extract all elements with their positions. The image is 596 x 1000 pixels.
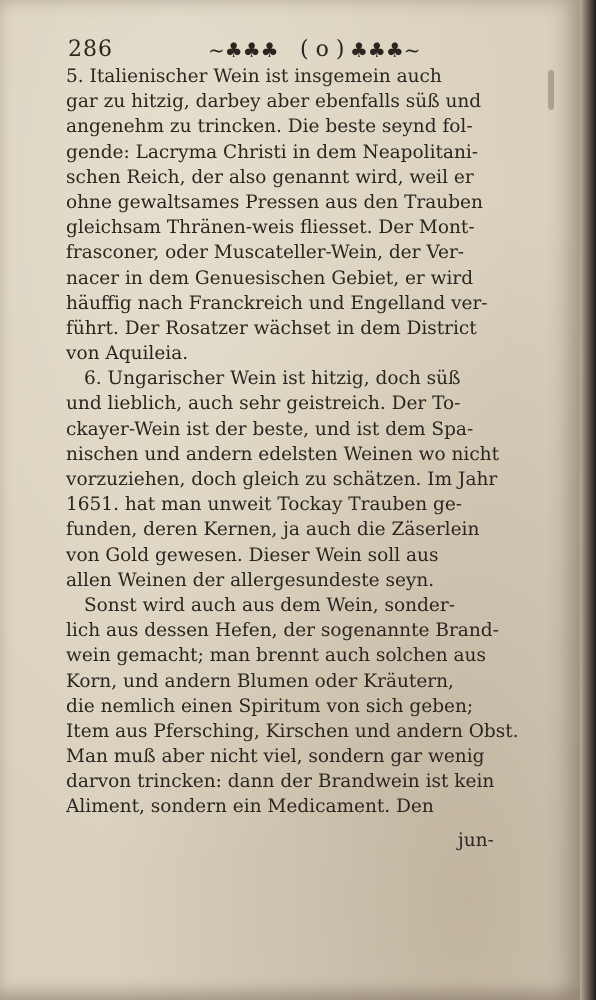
text-line: 5. Italienischer Wein ist insgemein auch: [66, 66, 442, 87]
text-line: schen Reich, der also genannt wird, weil er: [66, 166, 474, 188]
ornament-right-icon: ♣♣♣~: [350, 38, 421, 62]
text-line: führt. Der Rosatzer wächset in dem District: [66, 317, 477, 339]
ornament-left-icon: ~♣♣♣: [208, 38, 279, 62]
page-header: [68, 34, 528, 66]
text-line: allen Weinen der allergesundeste seyn.: [66, 569, 435, 591]
text-line: Aliment, sondern ein Medicament. Den: [66, 796, 434, 818]
text-line: nischen und andern edelsten Weinen wo nicht: [66, 443, 500, 465]
text-line: gar zu hitzig, darbey aber ebenfalls süß und: [66, 91, 482, 113]
text-line: ohne gewaltsames Pressen aus den Trauben: [66, 191, 483, 213]
text-line: die nemlich einen Spiritum von sich geben;: [66, 695, 474, 717]
text-line: gleichsam Thränen-weis fliesset. Der Mont-: [66, 217, 475, 239]
text-line: funden, deren Kernen, ja auch die Zäserlein: [66, 519, 480, 541]
text-line: wein gemacht; man brennt auch solchen aus: [66, 645, 486, 667]
body-text: [66, 64, 524, 820]
header-mark: ( o ): [300, 37, 345, 62]
text-line: 6. Ungarischer Wein ist hitzig, doch süß: [84, 368, 461, 390]
text-line: von Gold gewesen. Dieser Wein soll aus: [66, 544, 439, 566]
text-line: darvon trincken: dann der Brandwein ist kein: [66, 771, 495, 793]
text-line: von Aquileia.: [66, 343, 189, 365]
text-line: Item aus Pfersching, Kirschen und andern Obst.: [66, 720, 519, 742]
text-line: häuffig nach Franckreich und Engelland ver-: [66, 292, 488, 314]
text-line: angenehm zu trincken. Die beste seynd fol-: [66, 116, 473, 138]
text-line: frasconer, oder Muscateller-Wein, der Ver-: [66, 242, 465, 264]
text-line: ckayer-Wein ist der beste, und ist dem Spa-: [66, 418, 474, 440]
text-line: Korn, und andern Blumen oder Kräutern,: [66, 670, 454, 692]
book-edge: [580, 0, 596, 1000]
text-line: lich aus dessen Hefen, der sogenannte Brand-: [66, 620, 499, 642]
text-line: Sonst wird auch aus dem Wein, sonder-: [84, 594, 455, 616]
text-line: Man muß aber nicht viel, sondern gar wenig: [66, 746, 485, 768]
page-number: 286: [68, 37, 113, 62]
paper-stain: [548, 70, 554, 110]
text-line: nacer in dem Genuesischen Gebiet, er wird: [66, 267, 474, 289]
text-line: 1651. hat man unweit Tockay Trauben ge-: [66, 494, 463, 516]
catchword: jun-: [458, 830, 494, 851]
text-line: gende: Lacryma Christi in dem Neapolitani-: [66, 141, 479, 163]
text-line: und lieblich, auch sehr geistreich. Der To-: [66, 393, 461, 415]
text-line: vorzuziehen, doch gleich zu schätzen. Im Jahr: [66, 469, 498, 490]
